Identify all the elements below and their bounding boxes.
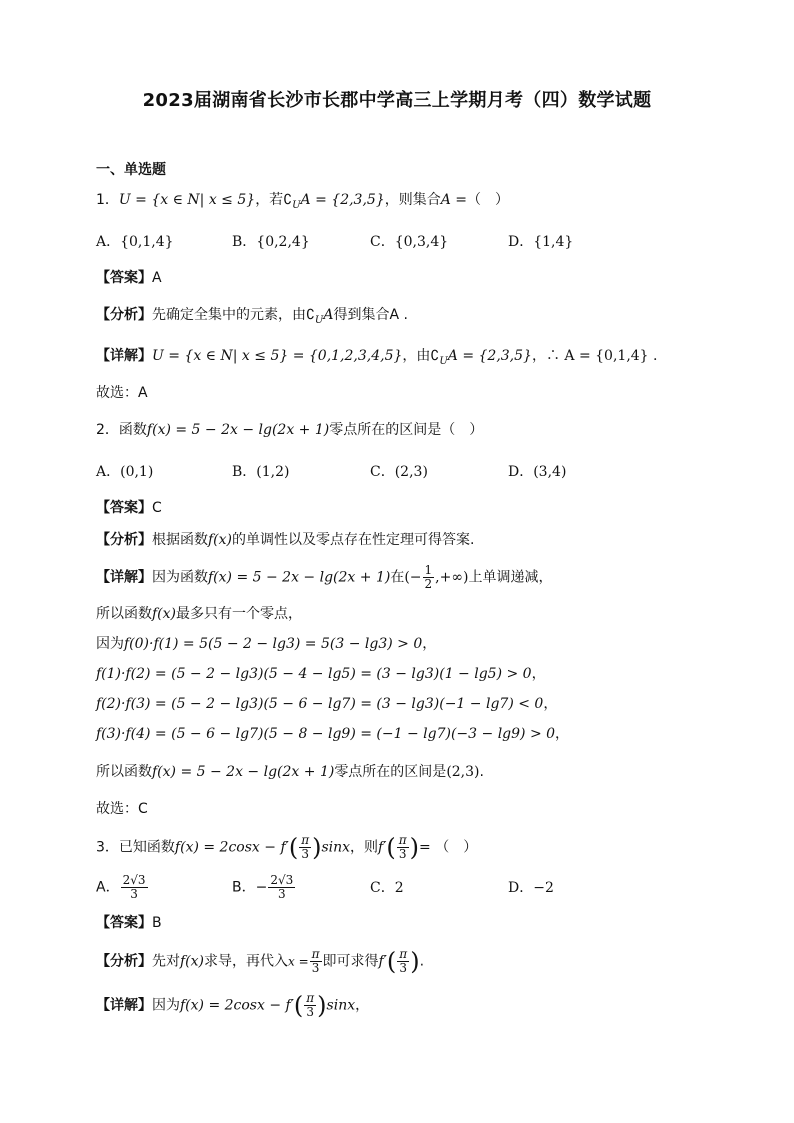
q2-detail-line3: 因为f(0)·f(1) = 5(5 − 2 − lg3) = 5(3 − lg3) > 0，: [96, 636, 437, 652]
q3-option-a: A． $\frac{2√3}{3}$: [96, 873, 146, 901]
q2-analysis: 【分析】根据函数f(x)的单调性以及零点存在性定理可得答案.: [96, 532, 475, 548]
q2-choose: 故选：C: [96, 801, 148, 817]
q1-option-d: D．{1,4}: [508, 234, 574, 250]
q2-detail-line7: 所以函数f(x) = 5 − 2x − lg(2x + 1)零点所在的区间是(2,3).: [96, 764, 484, 780]
fraction-pi-over-3: $\frac{\pi}{3}$: [398, 833, 407, 861]
q1-option-a: A．{0,1,4}: [96, 234, 174, 250]
q3-detail: 【详解】因为f(x) = 2cosx − f′( $\frac{\pi}{3}$ )sinx，: [96, 991, 370, 1020]
q1-detail: 【详解】U = {x ∈ N| x ≤ 5} = {0,1,2,3,4,5}，由$∁_UA = \{2,3,5\}$，∴ A = {0,1,4} .: [96, 348, 658, 367]
q2-detail-line2: 所以函数f(x)最多只有一个零点，: [96, 606, 303, 622]
q1-answer: 【答案】A: [96, 270, 162, 286]
document-title: 2023届湖南省长沙市长郡中学高三上学期月考（四）数学试题: [142, 90, 652, 111]
q2-detail-line4: f(1)·f(2) = (5 − 2 − lg3)(5 − 4 − lg5) = (3 − lg3)(1 − lg5) > 0，: [96, 666, 546, 682]
q2-detail-line6: f(3)·f(4) = (5 − 6 − lg7)(5 − 8 − lg9) = (−1 − lg7)(−3 − lg9) > 0，: [96, 726, 570, 742]
q2-option-c: C．(2,3): [370, 464, 428, 480]
fraction-pi-over-3: $\frac{\pi}{3}$: [301, 833, 310, 861]
q2-option-a: A．(0,1): [96, 464, 154, 480]
q1-option-c: C．{0,3,4}: [370, 234, 449, 250]
q1-option-b: B．{0,2,4}: [232, 234, 310, 250]
q1-stem: 1．U = {x ∈ N| x ≤ 5}，若$∁_UA = \{2,3,5\}$，则集合A =（ ）: [96, 192, 510, 211]
q2-stem: 2．函数f(x) = 5 − 2x − lg(2x + 1)零点所在的区间是（ ）: [96, 422, 484, 438]
q2-answer: 【答案】C: [96, 500, 162, 516]
q3-stem: 3．已知函数f(x) = 2cosx − f′( $\frac{\pi}{3}$ )sinx，则f′( $\frac{\pi}{3}$ )= （ ）: [96, 833, 478, 862]
q2-detail-line5: f(2)·f(3) = (5 − 2 − lg3)(5 − 6 − lg7) = (3 − lg3)(−1 − lg7) < 0，: [96, 696, 558, 712]
q1-choose: 故选：A: [96, 385, 148, 401]
q2-option-d: D．(3,4): [508, 464, 567, 480]
q1-analysis: 【分析】先确定全集中的元素，由$∁_UA$得到集合A .: [96, 307, 408, 326]
section-heading: 一、单选题: [96, 162, 166, 178]
q2-detail: 【详解】因为函数f(x) = 5 − 2x − lg(2x + 1)在(− $\frac{1}{2}$ ,+∞)上单调递减，: [96, 563, 553, 591]
q3-answer: 【答案】B: [96, 915, 162, 931]
fraction-one-half: $\frac{1}{2}$: [424, 563, 433, 591]
q3-option-c: C．2: [370, 880, 404, 896]
q3-option-d: D．−2: [508, 880, 554, 896]
q2-option-b: B．(1,2): [232, 464, 290, 480]
q3-option-b: B．− $\frac{2√3}{3}$: [232, 873, 294, 901]
q3-analysis: 【分析】先对f(x)求导，再代入x = $\frac{\pi}{3}$ 即可求得f′( $\frac{\pi}{3}$ ).: [96, 947, 425, 976]
